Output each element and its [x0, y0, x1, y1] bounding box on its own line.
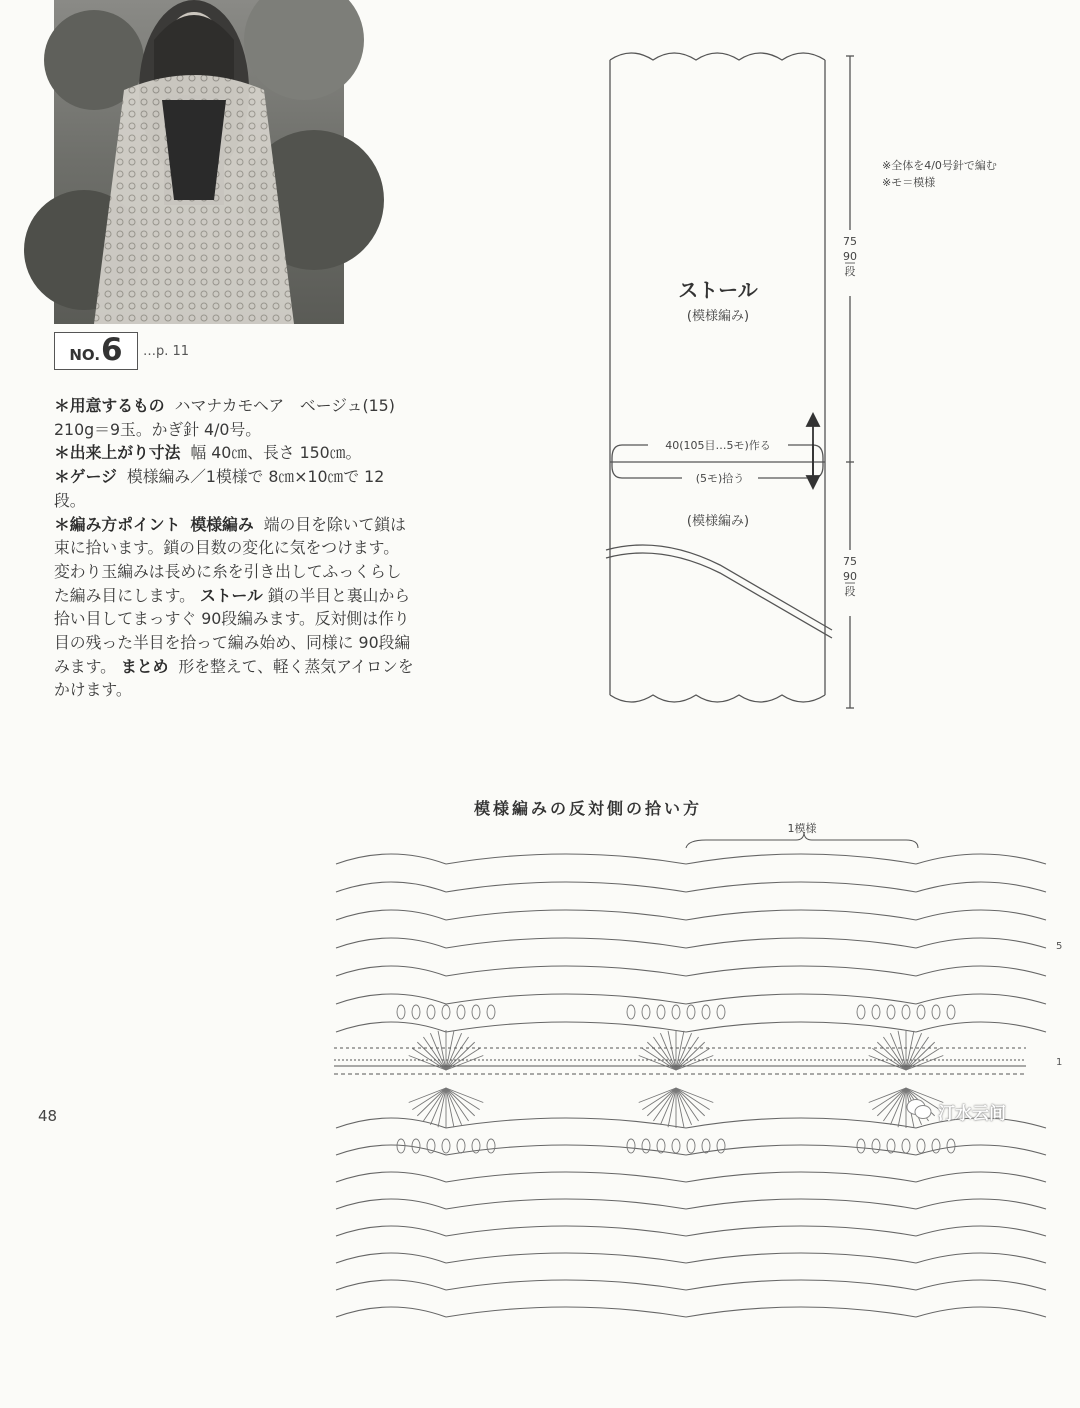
chart-arc: [916, 1199, 1046, 1209]
chart-arc: [446, 966, 686, 976]
chart-arc: [336, 1022, 446, 1032]
cast-on-label: 40(105目…5モ)作る: [665, 439, 771, 452]
chart-arc: [686, 994, 916, 1004]
chart-arc: [336, 1253, 446, 1263]
chart-arc: [686, 1253, 916, 1263]
chart-puff-stitch: [717, 1005, 725, 1019]
chart-arc: [916, 1253, 1046, 1263]
chart-puff-stitch: [457, 1005, 465, 1019]
lower-rows-unit: 段: [844, 585, 856, 598]
chart-arc: [336, 910, 446, 920]
chart-arc: [686, 1280, 916, 1290]
chart-arc: [446, 854, 686, 864]
chart-puff-stitch: [917, 1139, 925, 1153]
chart-puff-stitch: [917, 1005, 925, 1019]
size-text: 幅 40㎝、長さ 150㎝。: [190, 443, 362, 463]
chart-arc: [446, 1307, 686, 1317]
lower-pattern-label: (模様編み): [686, 514, 750, 529]
knitting-points: [54, 513, 414, 703]
chart-puff-stitch: [887, 1005, 895, 1019]
chart-arc: [446, 994, 686, 1004]
pattern-number: 6: [101, 332, 123, 368]
chart-arc: [916, 882, 1046, 892]
stole-label: ストール: [199, 585, 263, 605]
chart-puff-stitch: [932, 1005, 940, 1019]
chart-puff-stitch: [702, 1005, 710, 1019]
chart-puff-stitch: [857, 1005, 865, 1019]
chart-arc: [686, 882, 916, 892]
repeat-label: 1模様: [787, 822, 817, 835]
chart-arc: [446, 1118, 686, 1128]
chart-arc: [686, 854, 916, 864]
chart-arc: [686, 910, 916, 920]
chart-arc: [336, 994, 446, 1004]
page-reference: …p. 11: [143, 344, 190, 359]
chart-arc: [336, 882, 446, 892]
chart-puff-stitch: [427, 1139, 435, 1153]
chart-puff-stitch: [472, 1005, 480, 1019]
pattern-label: 模様編み: [190, 514, 254, 534]
pick-up-label: (5モ)拾う: [695, 472, 745, 485]
chart-puff-stitch: [487, 1139, 495, 1153]
schematic-title: ストール: [678, 278, 758, 302]
watermark-text: 汀水云间: [938, 1104, 1006, 1124]
chart-puff-stitch: [627, 1005, 635, 1019]
chart-arc: [916, 1145, 1046, 1155]
chart-arc: [336, 1280, 446, 1290]
chart-foundation-rows: [330, 1040, 1030, 1086]
chart-arc: [336, 1226, 446, 1236]
chart-arc: [446, 1253, 686, 1263]
chart-puff-stitch: [857, 1139, 865, 1153]
chart-arc: [336, 1172, 446, 1182]
chart-arc: [336, 854, 446, 864]
chart-puff-stitch: [412, 1139, 420, 1153]
chart-puff-stitch: [947, 1139, 955, 1153]
gauge: [54, 465, 414, 512]
stole-schematic: [600, 40, 880, 720]
row-marker-5: 5: [1056, 941, 1063, 952]
chart-arc: [916, 994, 1046, 1004]
chart-arc: [916, 1172, 1046, 1182]
chart-upper-graphic: [326, 812, 1066, 1068]
materials-text: ハマナカモヘア ベージュ(15) 210g＝9玉。かぎ針 4/0号。: [54, 396, 395, 439]
chart-fan-stitch: [877, 1088, 906, 1116]
wechat-icon: [906, 1098, 932, 1125]
upper-length: 75: [843, 235, 857, 248]
row-marker-1: 1: [1056, 1057, 1063, 1068]
chart-puff-stitch: [947, 1005, 955, 1019]
gauge-label: ＊ゲージ: [54, 467, 117, 487]
chart-fan-stitch: [647, 1088, 676, 1116]
chart-puff-stitch: [442, 1139, 450, 1153]
chart-puff-stitch: [642, 1139, 650, 1153]
chart-arc: [446, 1199, 686, 1209]
chart-arc: [686, 1172, 916, 1182]
chart-puff-stitch: [412, 1005, 420, 1019]
pattern-text: 端の目を除いて鎖は束に拾います。鎖の目数の変化に気をつけます。変わり玉編みは長めに糸を引き出してふっくらした編み目にします。: [54, 514, 406, 605]
points-label: ＊編み方ポイント: [54, 514, 181, 534]
chart-arc: [336, 966, 446, 976]
lower-rows: 90: [843, 570, 857, 583]
chart-arc: [336, 938, 446, 948]
chart-arc: [686, 1199, 916, 1209]
crochet-chart-upper: [326, 812, 1066, 1068]
gauge-text: 模様編み／1模様で 8㎝×10㎝で 12段。: [54, 467, 385, 510]
materials-label: ＊用意するもの: [54, 396, 165, 415]
chart-puff-stitch: [687, 1005, 695, 1019]
chart-arc: [336, 1199, 446, 1209]
chart-fan-stitch: [446, 1088, 475, 1116]
chart-arc: [446, 882, 686, 892]
chart-fan-stitch: [417, 1088, 446, 1116]
chart-arc: [336, 1145, 446, 1155]
chart-title: 模様編みの反対側の拾い方: [474, 799, 703, 818]
watermark: [906, 1098, 1006, 1125]
chart-arc: [916, 966, 1046, 976]
chart-arc: [686, 1145, 916, 1155]
chart-arc: [446, 1280, 686, 1290]
notes-block: [882, 157, 997, 191]
photo-graphic: [54, 0, 344, 324]
chart-fan-stitch: [676, 1088, 705, 1116]
chart-arc: [916, 1307, 1046, 1317]
chart-arc: [916, 910, 1046, 920]
chart-puff-stitch: [932, 1139, 940, 1153]
chart-arc: [686, 1226, 916, 1236]
pattern-number-badge: [54, 332, 138, 370]
upper-rows: 90: [843, 250, 857, 263]
chart-arc: [916, 1280, 1046, 1290]
chart-arc: [916, 1022, 1046, 1032]
chart-arc: [336, 1118, 446, 1128]
chart-puff-stitch: [717, 1139, 725, 1153]
schematic-graphic: [600, 40, 880, 720]
chart-arc: [686, 1118, 916, 1128]
chart-puff-stitch: [427, 1005, 435, 1019]
chart-arc: [446, 910, 686, 920]
chart-puff-stitch: [457, 1139, 465, 1153]
upper-pattern-label: (模様編み): [686, 309, 750, 324]
chart-arc: [446, 1022, 686, 1032]
chart-arc: [686, 1022, 916, 1032]
chart-puff-stitch: [702, 1139, 710, 1153]
chart-puff-stitch: [872, 1005, 880, 1019]
chart-puff-stitch: [672, 1139, 680, 1153]
chart-puff-stitch: [872, 1139, 880, 1153]
finish-label: まとめ: [120, 656, 169, 676]
finish-text: 形を整えて、軽く蒸気アイロンをかけます。: [54, 656, 414, 700]
chart-arc: [446, 1226, 686, 1236]
chart-arc: [916, 938, 1046, 948]
chart-arc: [916, 1226, 1046, 1236]
chart-puff-stitch: [672, 1005, 680, 1019]
model-photo: [54, 0, 344, 324]
chart-puff-stitch: [902, 1139, 910, 1153]
chart-arc: [686, 966, 916, 976]
chart-puff-stitch: [442, 1005, 450, 1019]
note-motif: ※モ＝模様: [882, 176, 936, 189]
stole-text: 鎖の半目と裏山から拾い目してまっすぐ 90段編みます。反対側は作り目の残った半目を拾って編み始め、同様に 90段編みます。: [54, 585, 411, 676]
page-number: 48: [38, 1107, 58, 1125]
chart-puff-stitch: [627, 1139, 635, 1153]
chart-puff-stitch: [902, 1005, 910, 1019]
foundation-graphic: [330, 1040, 1030, 1086]
upper-rows-unit: 段: [844, 265, 856, 278]
chart-arc: [686, 1307, 916, 1317]
chart-arc: [446, 938, 686, 948]
chart-puff-stitch: [687, 1139, 695, 1153]
chart-arc: [686, 938, 916, 948]
chart-puff-stitch: [487, 1005, 495, 1019]
chart-arc: [446, 1172, 686, 1182]
chart-arc: [336, 1307, 446, 1317]
chart-puff-stitch: [642, 1005, 650, 1019]
chart-arc: [916, 854, 1046, 864]
note-needle: ※全体を4/0号針で編む: [882, 159, 997, 172]
finished-size: [54, 441, 414, 465]
chart-puff-stitch: [397, 1005, 405, 1019]
size-label: ＊出来上がり寸法: [54, 443, 181, 463]
chart-puff-stitch: [657, 1005, 665, 1019]
pattern-number-prefix: NO.: [69, 346, 101, 364]
materials: [54, 394, 414, 441]
lower-length: 75: [843, 555, 857, 568]
instructions-block: [54, 394, 414, 702]
